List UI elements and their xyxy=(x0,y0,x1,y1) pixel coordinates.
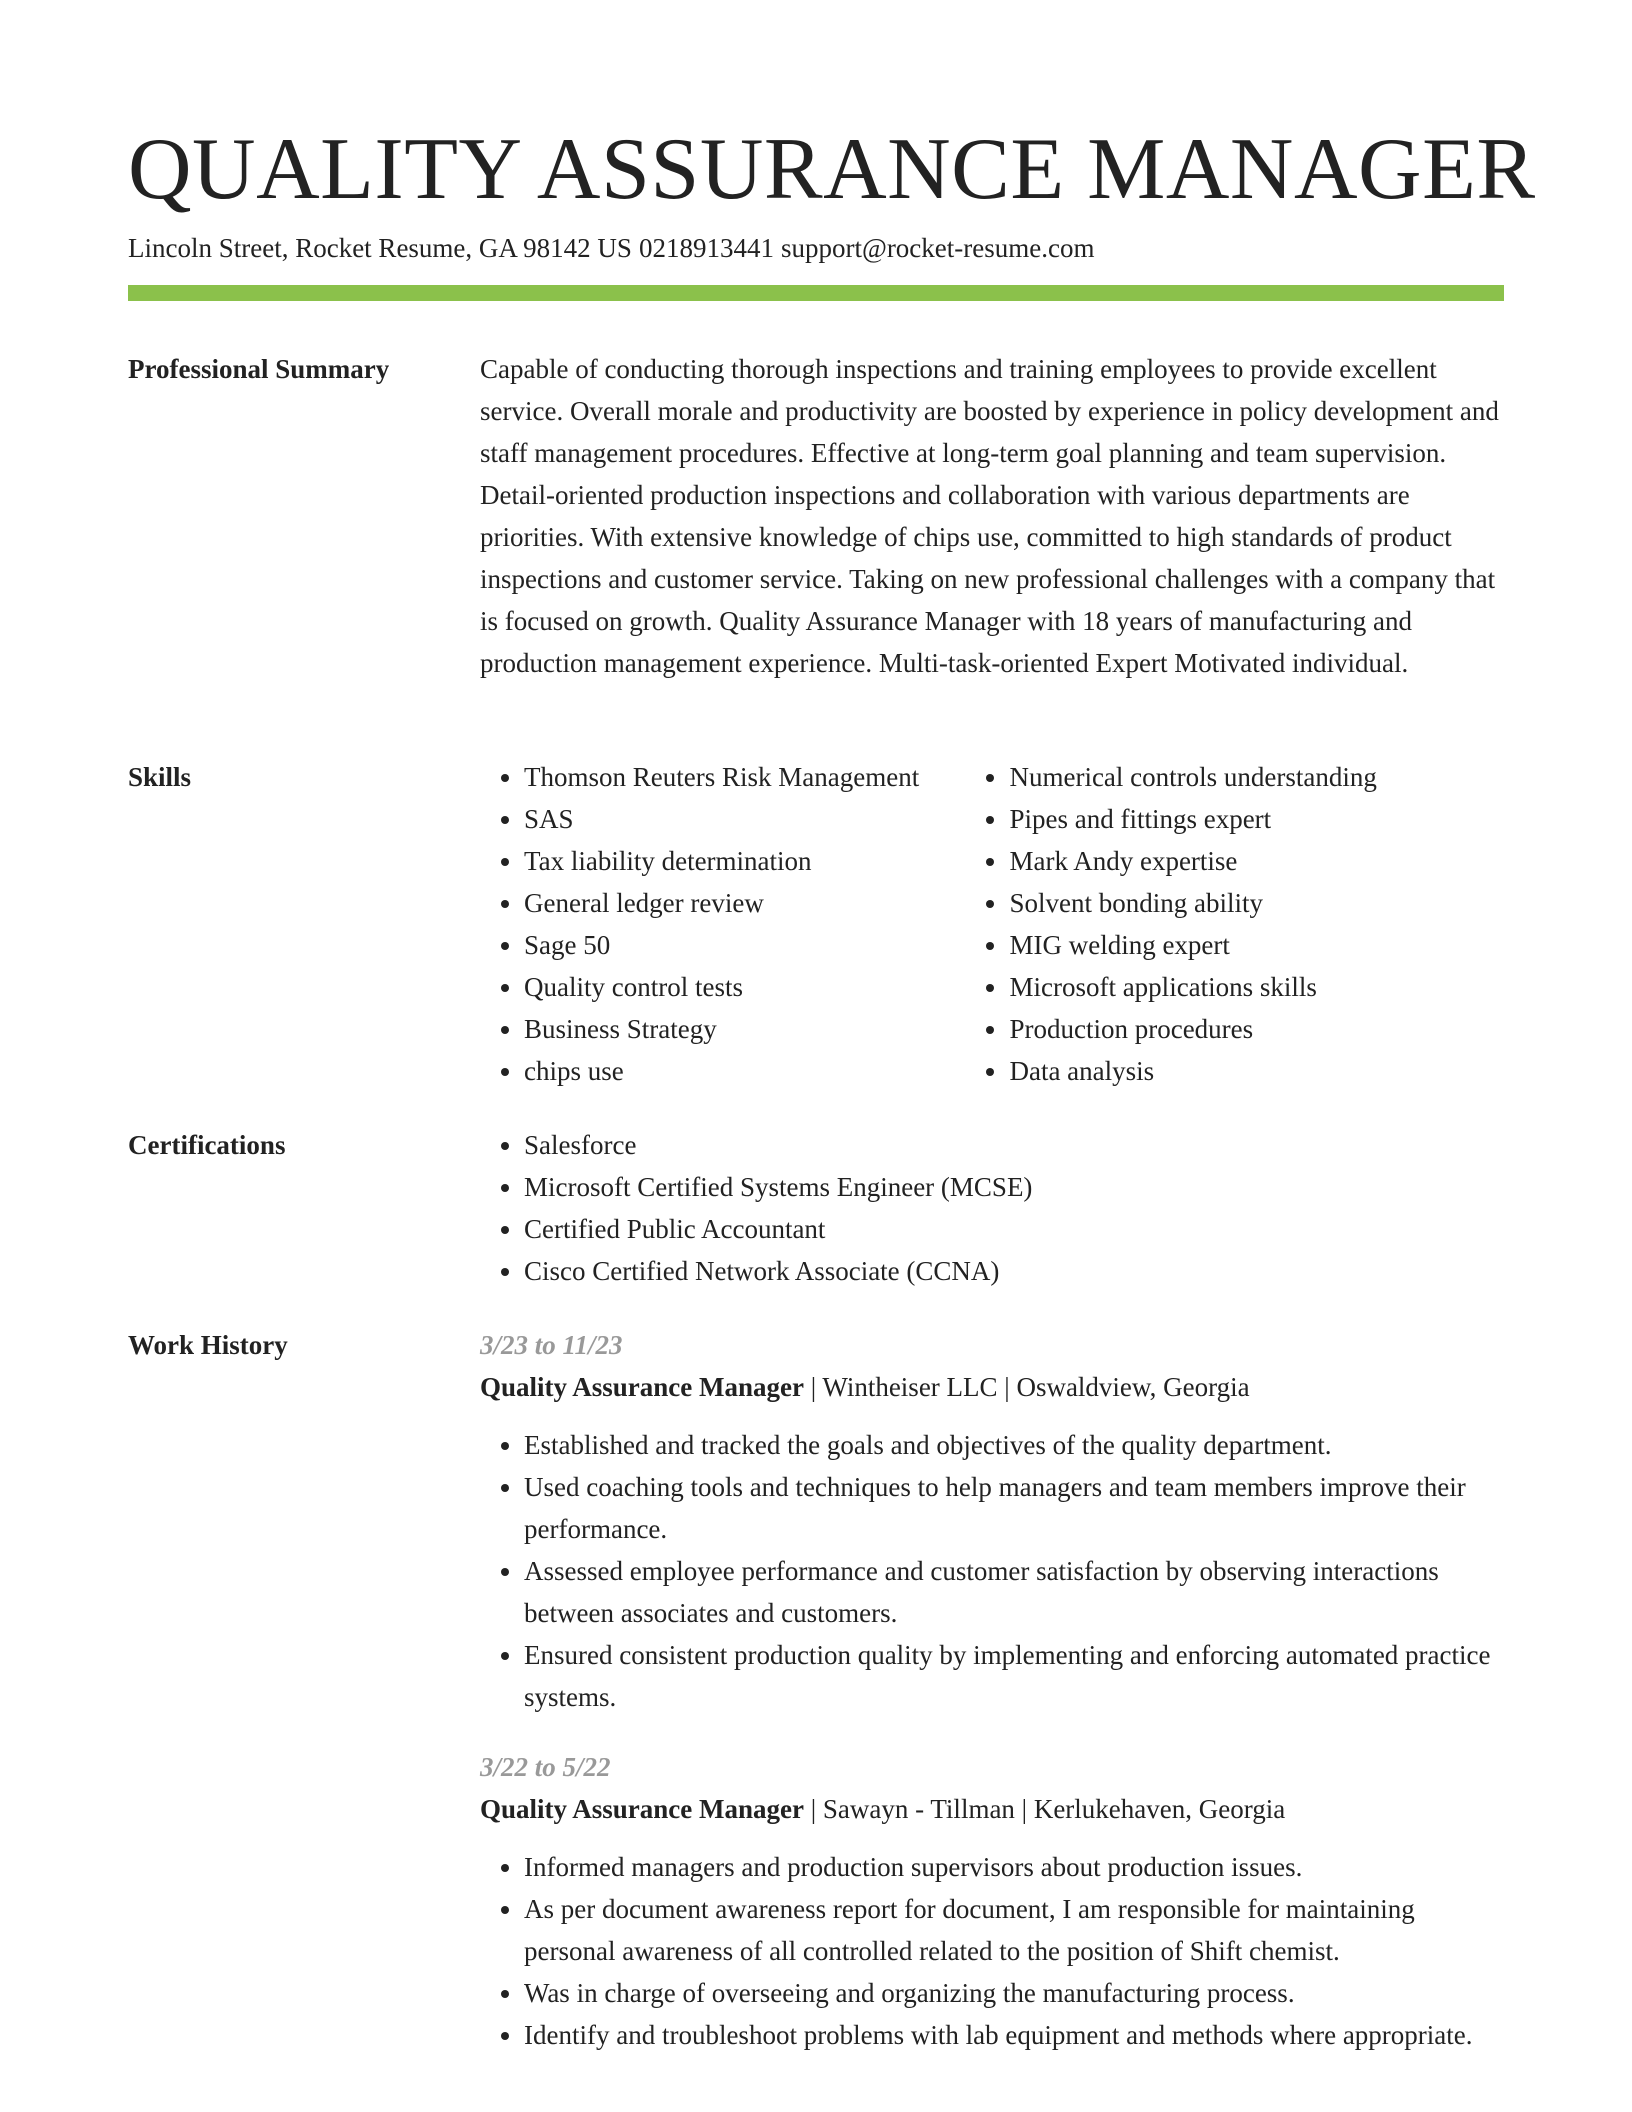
job-bullet: • Used coaching tools and techniques to help managers and team members improve their performance. xyxy=(524,1466,1504,1550)
job-bullet: • Established and tracked the goals and objectives of the quality department. xyxy=(524,1424,1504,1466)
certifications-heading: Certifications xyxy=(128,1130,286,1160)
skill-item: • Pipes and fittings expert xyxy=(1009,798,1504,840)
summary-heading: Professional Summary xyxy=(128,354,390,384)
skill-item: • Numerical controls understanding xyxy=(1009,756,1504,798)
work-history-heading: Work History xyxy=(128,1330,288,1360)
job-bullets xyxy=(480,1846,1504,2056)
skills-heading: Skills xyxy=(128,762,192,792)
job-dates: 3/23 to 11/23 xyxy=(480,1330,623,1360)
header-divider xyxy=(128,285,1504,301)
skill-item: • Solvent bonding ability xyxy=(1009,882,1504,924)
contact-line xyxy=(128,232,1094,264)
job-bullet: • Identify and troubleshoot problems with lab equipment and methods where appropriate. xyxy=(524,2014,1504,2056)
skills-body xyxy=(480,756,1504,1092)
job-bullets xyxy=(480,1424,1504,1718)
skills-left-list xyxy=(480,756,961,1092)
contact-phone: 0218913441 xyxy=(638,233,774,263)
contact-email: support@rocket-resume.com xyxy=(780,233,1095,263)
skill-item: • MIG welding expert xyxy=(1009,924,1504,966)
skill-item: • Quality control tests xyxy=(524,966,961,1008)
certification-item: • Microsoft Certified Systems Engineer (MCSE) xyxy=(524,1166,1504,1208)
contact-address: Lincoln Street, Rocket Resume, GA 98142 US xyxy=(128,233,632,263)
job-bullet: • As per document awareness report for document, I am responsible for maintaining personal awareness of all controlled related to the position of Shift chemist. xyxy=(524,1888,1504,1972)
certifications-list xyxy=(480,1124,1504,1292)
job-dates: 3/22 to 5/22 xyxy=(480,1752,611,1782)
job-heading xyxy=(480,1788,1504,1830)
skill-item: • SAS xyxy=(524,798,961,840)
skill-item: • Tax liability determination xyxy=(524,840,961,882)
skills-right-list xyxy=(961,756,1504,1092)
job-bullet: • Was in charge of overseeing and organizing the manufacturing process. xyxy=(524,1972,1504,2014)
skill-item: • Microsoft applications skills xyxy=(1009,966,1504,1008)
resume-name: QUALITY ASSURANCE MANAGER xyxy=(128,121,1536,218)
certification-item: • Cisco Certified Network Associate (CCNA) xyxy=(524,1250,1504,1292)
job-entry xyxy=(480,1324,1504,1718)
skill-item: • chips use xyxy=(524,1050,961,1092)
certifications-body xyxy=(480,1124,1504,1292)
job-title: Quality Assurance Manager xyxy=(480,1794,804,1824)
job-title: Quality Assurance Manager xyxy=(480,1372,804,1402)
summary-body xyxy=(480,348,1504,684)
job-employer-location: | Wintheiser LLC | Oswaldview, Georgia xyxy=(804,1372,1250,1402)
skill-item: • Production procedures xyxy=(1009,1008,1504,1050)
skill-item: • Mark Andy expertise xyxy=(1009,840,1504,882)
job-heading xyxy=(480,1366,1504,1408)
job-bullet: • Informed managers and production supervisors about production issues. xyxy=(524,1846,1504,1888)
job-entry xyxy=(480,1746,1504,2056)
skill-item: • Sage 50 xyxy=(524,924,961,966)
skill-item: • General ledger review xyxy=(524,882,961,924)
skill-item: • Business Strategy xyxy=(524,1008,961,1050)
work-history-body xyxy=(480,1324,1504,2084)
job-bullet: • Assessed employee performance and customer satisfaction by observing interactions between associates and customers. xyxy=(524,1550,1504,1634)
job-bullet: • Ensured consistent production quality by implementing and enforcing automated practice systems. xyxy=(524,1634,1504,1718)
job-employer-location: | Sawayn - Tillman | Kerlukehaven, Georgia xyxy=(804,1794,1286,1824)
certification-item: • Certified Public Accountant xyxy=(524,1208,1504,1250)
summary-text: Capable of conducting thorough inspections and training employees to provide excellent service. Overall morale and productivity are boosted by experience in policy development and staff management procedures. Effective at long-term goal planning and team supervision. Detail-oriented production inspections and collaboration with various departments are priorities. With extensive knowledge of chips use, committed to high standards of product inspections and customer service. Taking on new professional challenges with a company that is focused on growth. Quality Assurance Manager with 18 years of manufacturing and production management experience. Multi-task-oriented Expert Motivated individual. xyxy=(480,354,1499,678)
skill-item: • Thomson Reuters Risk Management xyxy=(524,756,961,798)
certification-item: • Salesforce xyxy=(524,1124,1504,1166)
skill-item: • Data analysis xyxy=(1009,1050,1504,1092)
